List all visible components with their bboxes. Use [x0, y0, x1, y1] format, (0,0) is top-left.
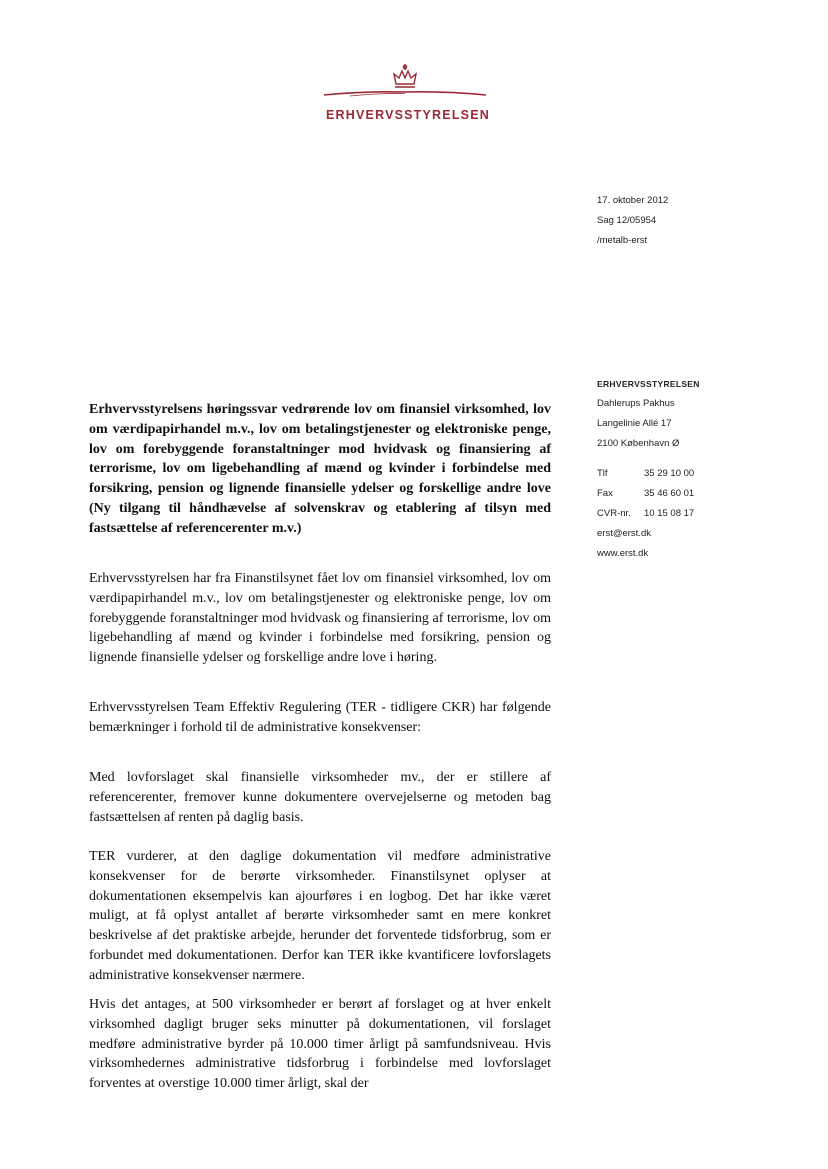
sender-org: ERHVERVSSTYRELSEN	[597, 379, 700, 389]
paragraph: Med lovforslaget skal finansielle virksomheder mv., der er stillere af referencerenter, fremover kunne dokumentere overvejelserne og metoden bag fastsættelsen af renten på daglig basis.	[89, 770, 551, 825]
sender-street: Langelinie Allé 17	[597, 418, 672, 429]
document-date: 17. oktober 2012	[597, 195, 669, 206]
document-title-block	[89, 400, 551, 539]
phone-row	[597, 464, 700, 484]
sender-city: 2100 København Ø	[597, 438, 680, 449]
phone-label: Tlf	[597, 468, 608, 479]
paragraph: TER vurderer, at den daglige dokumentation vil medføre administrative konsekvenser for de berørte virksomheder. Finanstilsynet oplyser at dokumentationen eksempelvis kan ajourføres i en logbog. Det har ikke været muligt, at få oplyst antallet af berørte virksomheder samt en mere konkret beskrivelse af det praktiske arbejde, herunder det forventede tidsforbrug, som er forbundet med dokumentationen. Derfor kan TER ikke kvantificere lovforslagets administrative konsekvenser nærmere.	[89, 849, 551, 983]
case-number: Sag 12/05954	[597, 215, 657, 226]
logo-text: ERHVERVSSTYRELSEN	[326, 108, 490, 122]
sender-address	[597, 374, 700, 564]
paragraph: Erhvervsstyrelsen Team Effektiv Regulering (TER - tidligere CKR) har følgende bemærkninger i forhold til de administrative konsekvenser:	[89, 700, 551, 735]
paragraph: Hvis det antages, at 500 virksomheder er berørt af forslaget og at hver enkelt virksomhed dagligt bruger seks minutter på dokumentationen, vil forslaget medføre administrative byrder på 10.000 timer årligt på samfundsniveau. Hvis virksomhedernes administrative tidsforbrug i forbindelse med lovforslaget forventes at overstige 10.000 timer årligt, skal der	[89, 997, 551, 1092]
fax-value: 35 46 60 01	[644, 488, 695, 499]
logo	[320, 62, 490, 132]
website-link[interactable]: www.erst.dk	[597, 548, 649, 559]
cvr-row	[597, 504, 700, 524]
fax-row	[597, 484, 700, 504]
cvr-label: CVR-nr.	[597, 508, 631, 519]
phone-value: 35 29 10 00	[644, 468, 695, 479]
sender-building: Dahlerups Pakhus	[597, 398, 675, 409]
email-link[interactable]: erst@erst.dk	[597, 528, 651, 539]
fax-label: Fax	[597, 488, 613, 499]
document-meta	[597, 191, 668, 251]
paragraph: Erhvervsstyrelsen har fra Finanstilsynet fået lov om finansiel virksomhed, lov om værdipapirhandel m.v., lov om betalingstjenester og elektroniske penge, lov om forebyggende foranstaltninger mod hvidvask og finansiering af terrorisme, lov om ligebehandling af mænd og kvinder i forbindelse med forsikring, pension og lignende finansielle ydelser og forskellige andre love i høring.	[89, 571, 551, 666]
cvr-value: 10 15 08 17	[644, 508, 695, 519]
document-title: Erhvervsstyrelsens høringssvar vedrørende lov om finansiel virksomhed, lov om værdipapirhandel m.v., lov om betalingstjenester og elektroniske penge, lov om forebyggende foranstaltninger mod hvidvask og finansiering af terrorisme, lov om ligebehandling af mænd og kvinder i forbindelse med forsikring, pension og lignende finansielle ydelser og forskellige andre love (Ny tilgang til håndhævelse af solvenskrav og etablering af tilsyn med fastsættelse af referencerenter m.v.)	[89, 402, 551, 536]
crown-icon	[320, 62, 490, 106]
reference: /metalb-erst	[597, 235, 648, 246]
